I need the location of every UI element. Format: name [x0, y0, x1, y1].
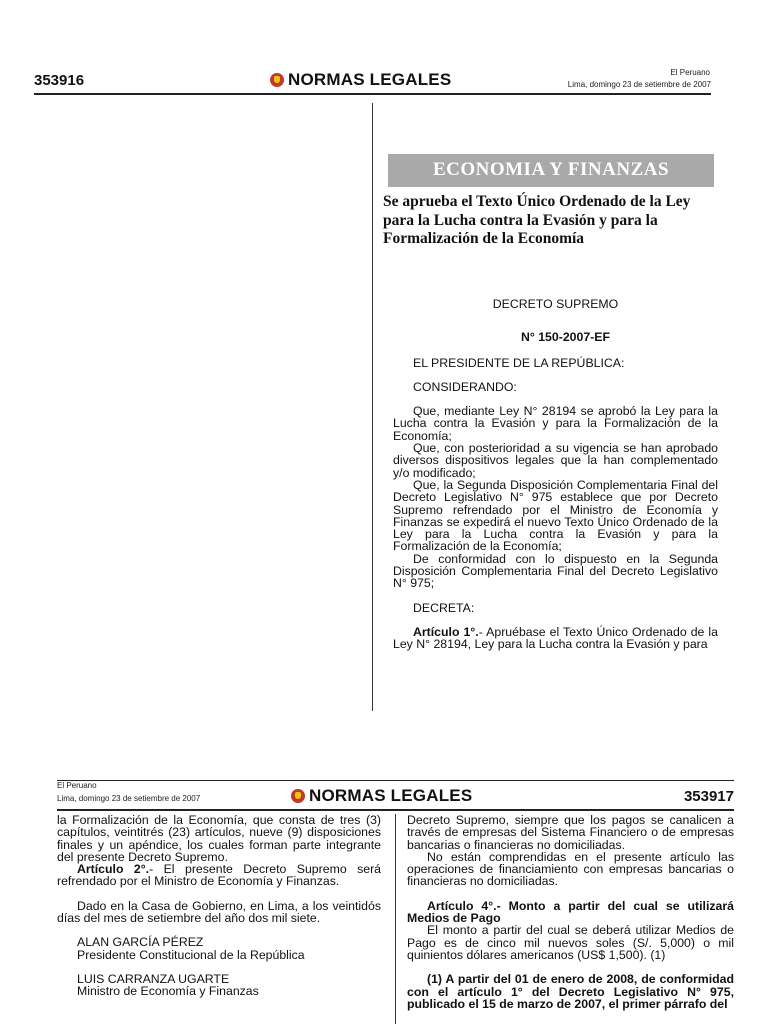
paragraph: Que, mediante Ley N° 28194 se aprobó la Ley para la Lucha contra la Evasión y para la Formalización de la Economía; — [393, 404, 718, 443]
signature-name: LUIS CARRANZA UGARTE — [77, 971, 230, 986]
paragraph: El monto a partir del cual se deberá utilizar Medios de Pago es de cinco mil nuevos soles (S/. 5,000) o mil quinientos dólares americanos (US$ 1,500). (1) — [407, 923, 734, 962]
article-label: Artículo 2°. — [77, 862, 150, 877]
article-text: - El presente Decreto Supremo será refrendado por el Ministro de Economía y Finanzas. — [57, 862, 382, 889]
left-column — [57, 814, 381, 998]
paper-name: El Peruano — [57, 781, 97, 790]
date-line: Lima, domingo 23 de setiembre de 2007 — [567, 80, 711, 89]
page-number: 353917 — [683, 788, 734, 805]
header-rule — [57, 809, 734, 811]
signature-name: ALAN GARCÍA PÉREZ — [77, 935, 204, 950]
page-number: 353916 — [34, 72, 85, 89]
signature-title: Ministro de Economía y Finanzas — [77, 984, 259, 999]
column-divider — [395, 814, 396, 1024]
considerando: CONSIDERANDO: — [413, 379, 517, 394]
section-title: ECONOMIA Y FINANZAS — [388, 154, 714, 187]
masthead-title: NORMAS LEGALES — [288, 70, 452, 89]
article-text: - Apruébase el Texto Único Ordenado de la Ley N° 28194, Ley para la Lucha contra la Evasión y para — [393, 624, 719, 652]
decree-title: DECRETO SUPREMO — [492, 297, 619, 311]
decreta: DECRETA: — [413, 600, 475, 615]
right-column — [407, 814, 734, 1010]
paragraph: No están comprendidas en el presente artículo las operaciones de financiamiento con empresas bancarias o financieras no domiciliadas. — [407, 849, 734, 889]
paragraph: Decreto Supremo, siempre que los pagos se canalicen a través de empresas del Sistema Financiero o de empresas bancarias o financieras no domiciliadas. — [407, 813, 734, 852]
coat-of-arms-icon — [270, 73, 284, 87]
closing-paragraph: Dado en la Casa de Gobierno, en Lima, a los veintidós días del mes de setiembre del año dos mil siete. — [57, 898, 381, 926]
masthead — [291, 786, 472, 806]
paragraph: Que, con posterioridad a su vigencia se han aprobado diversos dispositivos legales que la han complementado y/o modificado; — [393, 441, 718, 480]
header-rule — [34, 93, 711, 95]
coat-of-arms-icon — [291, 789, 305, 803]
paragraph: Que, la Segunda Disposición Complementaria Final del Decreto Legislativo N° 975 establece que por Decreto Supremo refrendado por el Ministro de Economía y Finanzas se expedirá el nuevo Texto Único Ordenado de la Ley para la Lucha contra la Evasión y para la Formalización de la Economía; — [393, 477, 718, 554]
signature-title: Presidente Constitucional de la República — [77, 947, 305, 962]
article-4-heading: Artículo 4°.- Monto a partir del cual se utilizará Medios de Pago — [407, 898, 734, 926]
article-1 — [393, 626, 718, 651]
date-line: Lima, domingo 23 de setiembre de 2007 — [57, 794, 201, 803]
headline: Se aprueba el Texto Único Ordenado de la Ley para la Lucha contra la Evasión y para la Formalización de la Economía — [383, 193, 691, 247]
paper-name: El Peruano — [670, 68, 710, 77]
masthead — [270, 70, 451, 90]
header-rule — [57, 780, 734, 781]
decree-number: N° 150-2007-EF — [521, 330, 610, 345]
masthead-title: NORMAS LEGALES — [309, 786, 473, 805]
footnote: (1) A partir del 01 de enero de 2008, de conformidad con el artículo 1° del Decreto Legislativo N° 975, publicado el 15 de marzo de 2007, el primer párrafo del — [407, 972, 734, 1011]
paragraph: la Formalización de la Economía, que consta de tres (3) capítulos, veintitrés (23) artículos, nueve (9) disposiciones finales y un apéndice, los cuales forman parte integrante del presente Decreto Supremo. — [57, 813, 381, 864]
president-line: EL PRESIDENTE DE LA REPÚBLICA: — [413, 355, 625, 370]
paragraph: De conformidad con lo dispuesto en la Segunda Disposición Complementaria Final del Decreto Legislativo N° 975; — [393, 551, 718, 591]
decree-body — [393, 298, 718, 651]
column-divider — [372, 103, 373, 711]
article-2 — [57, 863, 381, 888]
article-label: Artículo 1°. — [413, 624, 479, 639]
